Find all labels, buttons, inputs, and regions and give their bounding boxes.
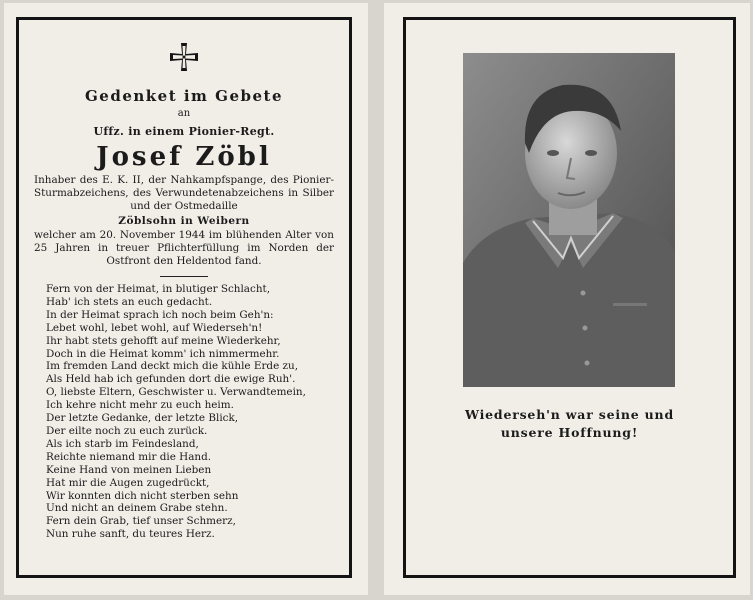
poem-line: Nun ruhe sanft, du teures Herz. [46, 528, 215, 541]
poem-line: Wir konnten dich nicht sterben sehn [46, 489, 239, 502]
origin: Zöblsohn in Weibern [118, 215, 250, 227]
poem-line: Lebet wohl, lebet wohl, auf Wiederseh'n! [46, 321, 263, 334]
poem-line: In der Heimat sprach ich noch beim Geh'n: [46, 308, 274, 321]
divider [160, 276, 208, 277]
caption [403, 406, 736, 442]
poem-line: Hab' ich stets an euch gedacht. [46, 295, 213, 308]
poem-line: Im fremden Land deckt mich die kühle Erde zu, [46, 360, 299, 373]
poem-line: Doch in die Heimat komm' ich nimmermehr. [46, 347, 280, 360]
poem-line: Hat mir die Augen zugedrückt, [46, 476, 210, 489]
poem [16, 283, 352, 541]
poem-line: Fern von der Heimat, in blutiger Schlacht, [46, 283, 270, 295]
heading: Gedenket im Gebete [84, 87, 284, 105]
decorations: Inhaber des E. K. II, der Nahkampfspange, des Pionier-Sturmabzeichens, des Verwundetenabzeichens in Silber und der Ostmedaille [34, 174, 334, 212]
poem-line: Keine Hand von meinen Lieben [46, 463, 212, 476]
poem-line: O, liebste Eltern, Geschwister u. Verwandtemein, [46, 386, 306, 399]
iron-cross-icon [168, 41, 200, 73]
poem-line: Ihr habt stets gehofft auf meine Wiederkehr, [46, 334, 281, 347]
poem-line: Fern dein Grab, tief unser Schmerz, [46, 515, 236, 528]
left-card [4, 3, 368, 595]
caption-line-1: Wiederseh'n war seine und [465, 407, 674, 422]
caption-line-2: unsere Hoffnung! [500, 425, 639, 440]
poem-line: Der eilte noch zu euch zurück. [46, 424, 208, 437]
poem-line: Und nicht an deinem Grabe stehn. [46, 502, 228, 515]
right-card [384, 3, 750, 595]
soldier-portrait [463, 53, 675, 387]
poem-line: Ich kehre nicht mehr zu euch heim. [46, 399, 234, 412]
poem-line: Als Held hab ich gefunden dort die ewige Ruh'. [46, 373, 296, 386]
rank: Uffz. in einem Pionier-Regt. [93, 125, 275, 138]
poem-line: Reichte niemand mir die Hand. [46, 450, 212, 463]
death-text: welcher am 20. November 1944 im blühenden Alter von 25 Jahren in treuer Pflichterfüllung im Norden der Ostfront den Heldentod fand. [34, 229, 334, 267]
deceased-name: Josef Zöbl [96, 142, 272, 172]
preposition: an [177, 108, 191, 119]
poem-line: Als ich starb im Feindesland, [46, 437, 199, 450]
memorial-text [16, 19, 352, 541]
poem-line: Der letzte Gedanke, der letzte Blick, [46, 412, 239, 425]
